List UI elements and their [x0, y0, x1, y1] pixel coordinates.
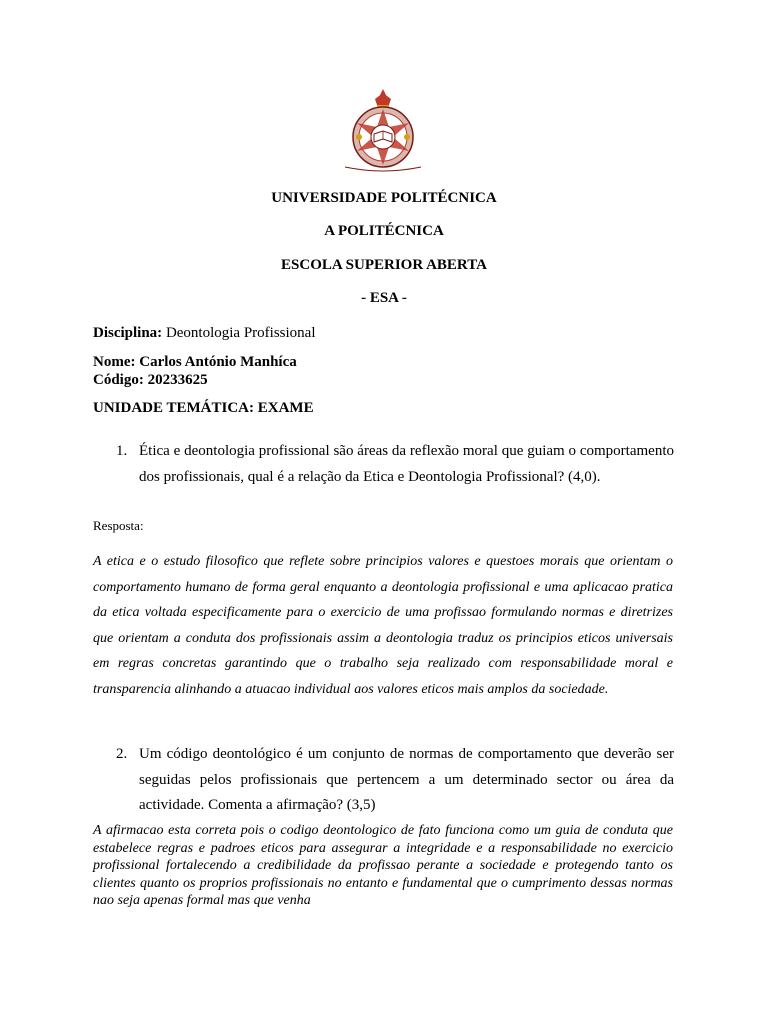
code-label: Código:	[93, 372, 144, 388]
name-label: Nome:	[93, 354, 136, 370]
school-acronym: - ESA -	[361, 290, 407, 306]
unit-heading: UNIDADE TEMÁTICA: EXAME	[93, 400, 314, 416]
university-crest-logo	[337, 87, 429, 175]
question-1-text: Ética e deontologia profissional são áreas da reflexão moral que guiam o comportamento dos profissionais, qual é a relação da Etica e Deontologia Profissional? (4,0).	[139, 443, 674, 485]
question-2-number: 2.	[116, 746, 128, 762]
question-1-number: 1.	[116, 443, 128, 459]
discipline-value: Deontologia Profissional	[165, 325, 316, 341]
student-name-line	[93, 353, 297, 371]
answer-2-text: A afirmacao esta correta pois o codigo deontologico de fato funciona como um guia de conduta que estabelece regras e padroes eticos para assegurar a integridade e a responsabilidade no exercicio profissional fortalecendo a credibilidade da profissao perante a sociedade e protegendo tanto os clientes quanto os proprios profissionais no entanto e fundamental que o cumprimento dessas normas nao seja apenas formal mas que venha	[93, 823, 673, 909]
university-name: UNIVERSIDADE POLITÉCNICA	[271, 190, 497, 206]
school-name: ESCOLA SUPERIOR ABERTA	[281, 257, 487, 273]
answer-1-text: A etica e o estudo filosofico que reflete sobre principios valores e questoes morais que orientam o comportamento humano de forma geral enquanto a deontologia profissional e uma aplicacao pratica da etica voltada especificamente para o exercicio de uma profissao formulando normas e diretrizes que orientam a conduta dos profissionais assim a deontologia traduz os principios eticos universais em regras concretas garantindo que o trabalho seja realizado com responsabilidade moral e transparencia alinhando a atuacao individual aos valores eticos mais amplos da sociedade.	[93, 554, 673, 697]
question-2-text: Um código deontológico é um conjunto de normas de comportamento que deverão ser seguidas pelos profissionais que pertencem a um determinado sector ou área da actividade. Comenta a afirmação? (3,5)	[139, 746, 674, 813]
student-code-line	[93, 371, 208, 389]
response-label: Resposta:	[93, 518, 144, 533]
institution-name: A POLITÉCNICA	[324, 223, 444, 239]
discipline-label: Disciplina:	[93, 325, 163, 341]
code-value: 20233625	[147, 372, 208, 388]
name-value: Carlos António Manhíca	[139, 354, 297, 370]
discipline-line	[93, 324, 316, 342]
